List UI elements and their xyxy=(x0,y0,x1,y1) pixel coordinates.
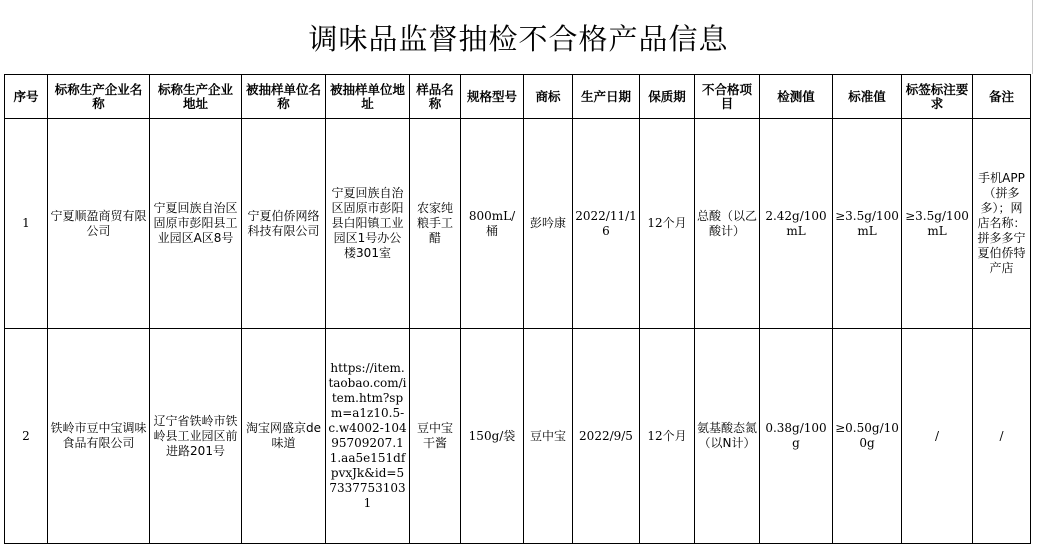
cell-sample-name[interactable]: 豆中宝干酱 xyxy=(410,329,461,544)
header-cell[interactable]: 检测值 xyxy=(760,75,833,119)
cell-spec[interactable]: 150g/袋 xyxy=(461,329,524,544)
cell-standard-value[interactable]: ≥3.5g/100mL xyxy=(833,119,902,329)
header-cell[interactable]: 标称生产企业地址 xyxy=(150,75,242,119)
table-row xyxy=(5,119,1031,329)
header-cell[interactable]: 被抽样单位名称 xyxy=(242,75,326,119)
cell-failed-item[interactable]: 总酸（以乙酸计） xyxy=(695,119,760,329)
header-row xyxy=(5,75,1031,119)
header-cell[interactable]: 商标 xyxy=(524,75,573,119)
cell-producer[interactable]: 宁夏顺盈商贸有限公司 xyxy=(48,119,150,329)
cell-standard-value[interactable]: ≥0.50g/100g xyxy=(833,329,902,544)
cell-no[interactable]: 1 xyxy=(5,119,48,329)
cell-brand[interactable]: 彭吟康 xyxy=(524,119,573,329)
header-cell[interactable]: 不合格项目 xyxy=(695,75,760,119)
cell-brand[interactable]: 豆中宝 xyxy=(524,329,573,544)
cell-label-requirement[interactable]: / xyxy=(902,329,973,544)
header-cell[interactable]: 样品名称 xyxy=(410,75,461,119)
cell-sampled-address[interactable]: https://item.taobao.com/item.htm?spm=a1z10.5-c.w4002-10495709207.11.aa5e151dfpvxJk&id=573377531031 xyxy=(326,329,410,544)
cell-production-date[interactable]: 2022/9/5 xyxy=(573,329,640,544)
cell-producer-address[interactable]: 辽宁省铁岭市铁岭县工业园区前进路201号 xyxy=(150,329,242,544)
cell-measured-value[interactable]: 2.42g/100mL xyxy=(760,119,833,329)
cell-no[interactable]: 2 xyxy=(5,329,48,544)
header-cell[interactable]: 标称生产企业名称 xyxy=(48,75,150,119)
header-cell[interactable]: 标准值 xyxy=(833,75,902,119)
cell-failed-item[interactable]: 氨基酸态氮（以N计） xyxy=(695,329,760,544)
cell-sampled-address[interactable]: 宁夏回族自治区固原市彭阳县白阳镇工业园区1号办公楼301室 xyxy=(326,119,410,329)
header-cell[interactable]: 生产日期 xyxy=(573,75,640,119)
cell-remark[interactable]: 手机APP（拼多多）；网店名称：拼多多宁夏伯侨特产店 xyxy=(973,119,1031,329)
table-row xyxy=(5,329,1031,544)
cell-shelf-life[interactable]: 12个月 xyxy=(640,329,695,544)
header-cell[interactable]: 序号 xyxy=(5,75,48,119)
header-cell[interactable]: 备注 xyxy=(973,75,1031,119)
cell-sampled-unit[interactable]: 淘宝网盛京de味道 xyxy=(242,329,326,544)
cell-remark[interactable]: / xyxy=(973,329,1031,544)
header-cell[interactable]: 规格型号 xyxy=(461,75,524,119)
cell-production-date[interactable]: 2022/11/16 xyxy=(573,119,640,329)
cell-producer-address[interactable]: 宁夏回族自治区固原市彭阳县工业园区A区8号 xyxy=(150,119,242,329)
cell-measured-value[interactable]: 0.38g/100g xyxy=(760,329,833,544)
header-cell[interactable]: 保质期 xyxy=(640,75,695,119)
cell-shelf-life[interactable]: 12个月 xyxy=(640,119,695,329)
sheet-title[interactable]: 调味品监督抽检不合格产品信息 xyxy=(308,21,729,56)
cell-spec[interactable]: 800mL/桶 xyxy=(461,119,524,329)
cell-sample-name[interactable]: 农家纯粮手工醋 xyxy=(410,119,461,329)
cell-label-requirement[interactable]: ≥3.5g/100mL xyxy=(902,119,973,329)
cell-sampled-unit[interactable]: 宁夏伯侨网络科技有限公司 xyxy=(242,119,326,329)
header-cell[interactable]: 标签标注要求 xyxy=(902,75,973,119)
cell-producer[interactable]: 铁岭市豆中宝调味食品有限公司 xyxy=(48,329,150,544)
header-cell[interactable]: 被抽样单位地址 xyxy=(326,75,410,119)
report-table xyxy=(4,74,1031,544)
